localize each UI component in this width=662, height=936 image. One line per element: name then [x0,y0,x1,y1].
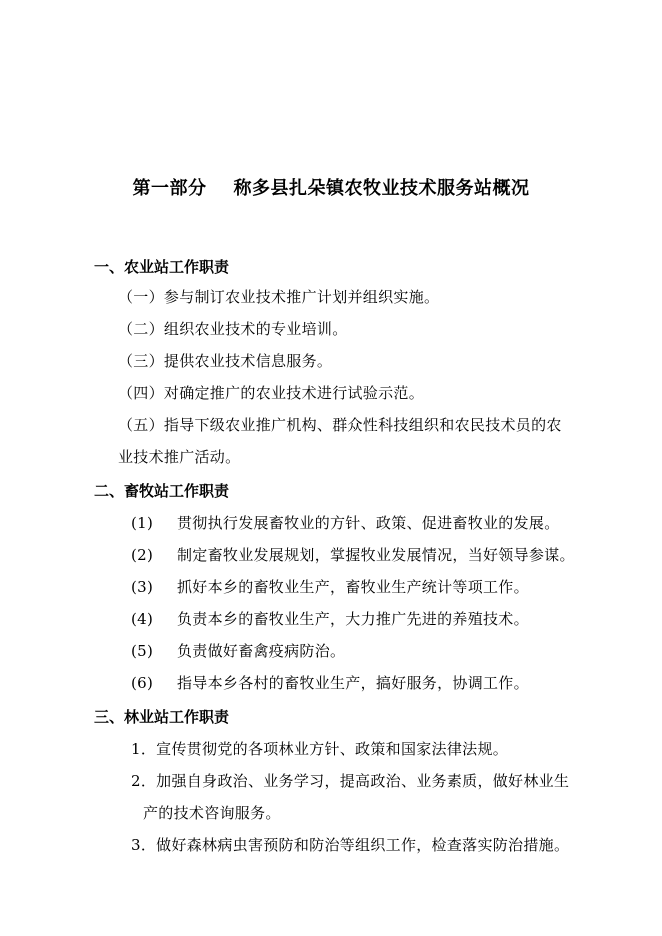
forestry-item-3: 3．做好森林病虫害预防和防治等组织工作，检查落实防治措施。 [131,836,570,854]
livestock-item-5 [131,640,345,661]
agriculture-item-3: （三）提供农业技术信息服务。 [118,352,333,370]
agriculture-item-5-continued: 业技术推广活动。 [118,448,241,466]
item-text: 贯彻执行发展畜牧业的方针、政策、促进畜牧业的发展。 [177,514,560,532]
section-heading-forestry: 三、林业站工作职责 [94,708,230,726]
forestry-item-1: 1．宣传贯彻党的各项林业方针、政策和国家法律法规。 [131,740,509,758]
item-number: (2) [131,546,154,564]
item-number: (6) [131,674,154,692]
forestry-item-2-continued: 产的技术咨询服务。 [143,804,281,822]
livestock-item-4 [131,608,529,629]
document-title: 第一部分 称多县扎朵镇农牧业技术服务站概况 [132,178,530,199]
item-text: 负责做好畜禽疫病防治。 [177,642,346,660]
item-number: (3) [131,578,154,596]
section-heading-agriculture: 一、农业站工作职责 [94,258,230,276]
item-number: (1) [131,514,154,532]
forestry-item-2: 2．加强自身政治、业务学习，提高政治、业务素质，做好林业生 [131,772,570,790]
livestock-item-1 [131,512,560,533]
item-text: 指导本乡各村的畜牧业生产，搞好服务，协调工作。 [177,674,529,692]
agriculture-item-5: （五）指导下级农业推广机构、群众性科技组织和农民技术员的农 [118,416,562,434]
item-text: 负责本乡的畜牧业生产，大力推广先进的养殖技术。 [177,610,529,628]
section-heading-livestock: 二、畜牧站工作职责 [94,482,230,500]
agriculture-item-4: （四）对确定推广的农业技术进行试验示范。 [118,384,425,402]
item-text: 制定畜牧业发展规划，掌握牧业发展情况，当好领导参谋。 [177,546,575,564]
item-text: 抓好本乡的畜牧业生产，畜牧业生产统计等项工作。 [177,578,529,596]
item-number: (4) [131,610,154,628]
livestock-item-6 [131,672,529,693]
agriculture-item-1: （一）参与制订农业技术推广计划并组织实施。 [118,288,440,306]
item-number: (5) [131,642,154,660]
agriculture-item-2: （二）组织农业技术的专业培训。 [118,320,348,338]
livestock-item-2 [131,544,575,565]
livestock-item-3 [131,576,529,597]
